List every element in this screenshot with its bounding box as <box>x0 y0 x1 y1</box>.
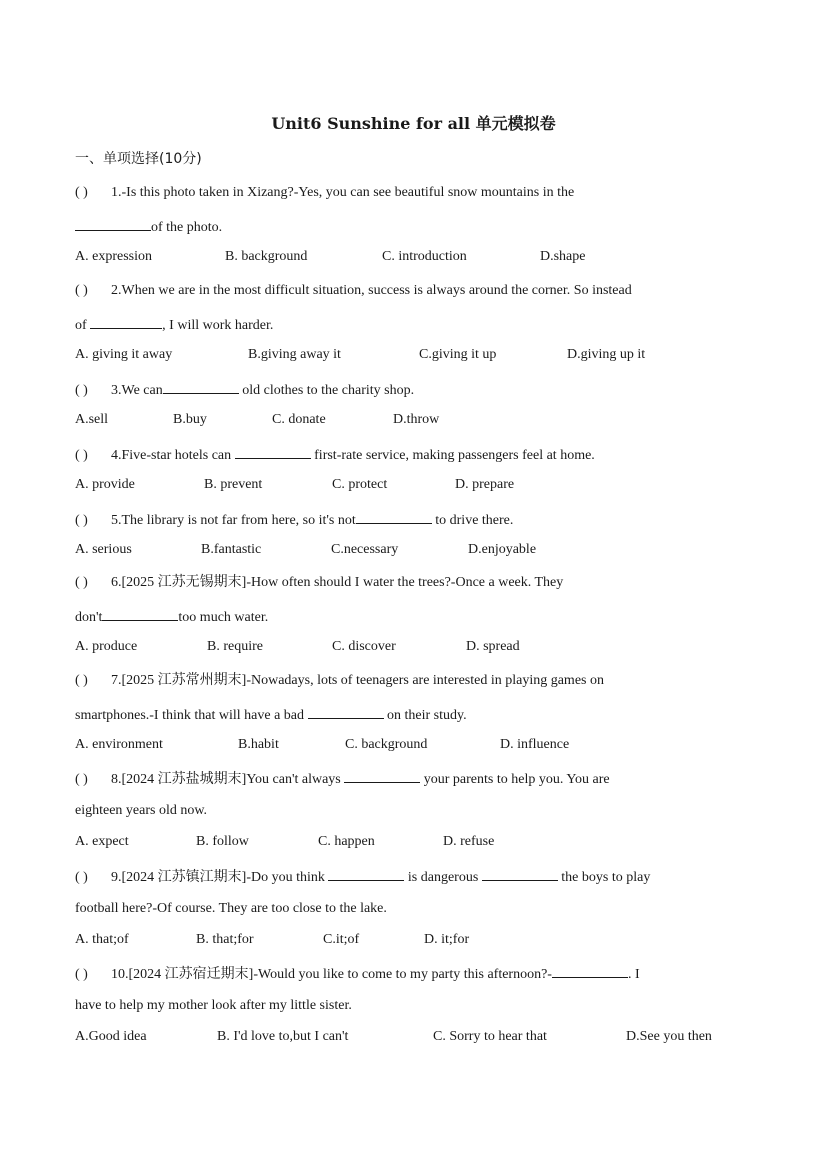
option-d: D.shape <box>540 249 586 264</box>
question-9-line-1: ( ) 9.[2024 江苏镇江期末]-Do you think is dangerous the boys to play <box>75 866 650 888</box>
option-a: A. provide <box>75 477 135 492</box>
option-d: D. prepare <box>455 477 515 492</box>
answer-blank <box>482 866 558 881</box>
option-a: A. that;of <box>75 932 129 947</box>
section-title: 一、单项选择(10分) <box>75 151 202 167</box>
option-b: B.buy <box>173 412 207 427</box>
page-title: Unit6 Sunshine for all 单元模拟卷 <box>271 114 556 133</box>
answer-paren: ( ) <box>75 185 88 200</box>
question-7-line-2: smartphones.-I think that will have a bad on their study. <box>75 704 467 726</box>
option-a: A.Good idea <box>75 1029 147 1044</box>
option-c: C.giving it up <box>419 347 497 362</box>
question-2-line-2: of , I will work harder. <box>75 314 273 336</box>
answer-blank <box>308 704 384 719</box>
option-a: A. giving it away <box>75 347 173 362</box>
answer-blank <box>163 379 239 394</box>
option-a: A. environment <box>75 737 163 752</box>
option-c: C. donate <box>272 412 326 427</box>
question-9-line-2: football here?-Of course. They are too close to the lake. <box>75 901 387 916</box>
option-d: D.throw <box>393 412 440 427</box>
answer-blank <box>90 314 162 329</box>
question-8-line-2: eighteen years old now. <box>75 803 208 818</box>
option-b: B. background <box>225 249 308 264</box>
question-10-line-1: ( ) 10.[2024 江苏宿迁期末]-Would you like to come to my party this afternoon?- . I <box>75 963 640 985</box>
option-b: B.fantastic <box>201 542 262 557</box>
option-a: A.sell <box>75 412 109 427</box>
question-4-line-1: ( ) 4.Five-star hotels can first-rate service, making passengers feel at home. <box>75 444 595 466</box>
option-a: A. serious <box>75 542 132 557</box>
option-d: D. refuse <box>443 834 495 849</box>
option-b: B. prevent <box>204 477 263 492</box>
question-6-line-1: ( ) 6.[2025 江苏无锡期末]-How often should I water the trees?-Once a week. They <box>75 575 564 590</box>
answer-blank <box>235 444 311 459</box>
option-c: C. protect <box>332 477 388 492</box>
answer-blank <box>102 606 178 621</box>
option-c: C. happen <box>318 834 375 849</box>
option-b: B. require <box>207 639 263 654</box>
option-b: B. I'd love to,but I can't <box>217 1029 349 1044</box>
option-d: D.enjoyable <box>468 542 537 557</box>
option-d: D. influence <box>500 737 570 752</box>
question-8-line-1: ( ) 8.[2024 江苏盐城期末]You can't always your parents to help you. You are <box>75 768 610 790</box>
answer-blank <box>75 216 151 231</box>
option-b: B.habit <box>238 737 279 752</box>
option-c: C. Sorry to hear that <box>433 1029 547 1044</box>
question-3-line-1: ( ) 3.We can old clothes to the charity shop. <box>75 379 414 401</box>
option-b: B. follow <box>196 834 249 849</box>
question-2-line-1: ( ) 2.When we are in the most difficult situation, success is always around the corner. So instead <box>75 283 632 298</box>
option-c: C. discover <box>332 639 396 654</box>
option-a: A. expression <box>75 249 152 264</box>
option-a: A. produce <box>75 639 138 654</box>
option-c: C. background <box>345 737 428 752</box>
answer-blank <box>328 866 404 881</box>
question-10-line-2: have to help my mother look after my little sister. <box>75 998 352 1013</box>
option-c: C.it;of <box>323 932 360 947</box>
option-d: D. spread <box>466 639 520 654</box>
option-d: D.See you then <box>626 1029 712 1044</box>
option-b: B. that;for <box>196 932 254 947</box>
answer-blank <box>552 963 628 978</box>
question-7-line-1: ( ) 7.[2025 江苏常州期末]-Nowadays, lots of teenagers are interested in playing games on <box>75 673 604 688</box>
answer-blank <box>344 768 420 783</box>
option-d: D. it;for <box>424 932 470 947</box>
option-c: C.necessary <box>331 542 399 557</box>
question-6-line-2: don't too much water. <box>75 606 268 628</box>
option-a: A. expect <box>75 834 129 849</box>
option-b: B.giving away it <box>248 347 341 362</box>
question-1-line-1: ( ) 1.-Is this photo taken in Xizang?-Yes, you can see beautiful snow mountains in the <box>75 183 574 203</box>
question-1-line-2: of the photo. <box>75 216 222 238</box>
option-c: C. introduction <box>382 249 467 264</box>
option-d: D.giving up it <box>567 347 646 362</box>
question-5-line-1: ( ) 5.The library is not far from here, so it's not to drive there. <box>75 509 513 531</box>
answer-blank <box>356 509 432 524</box>
